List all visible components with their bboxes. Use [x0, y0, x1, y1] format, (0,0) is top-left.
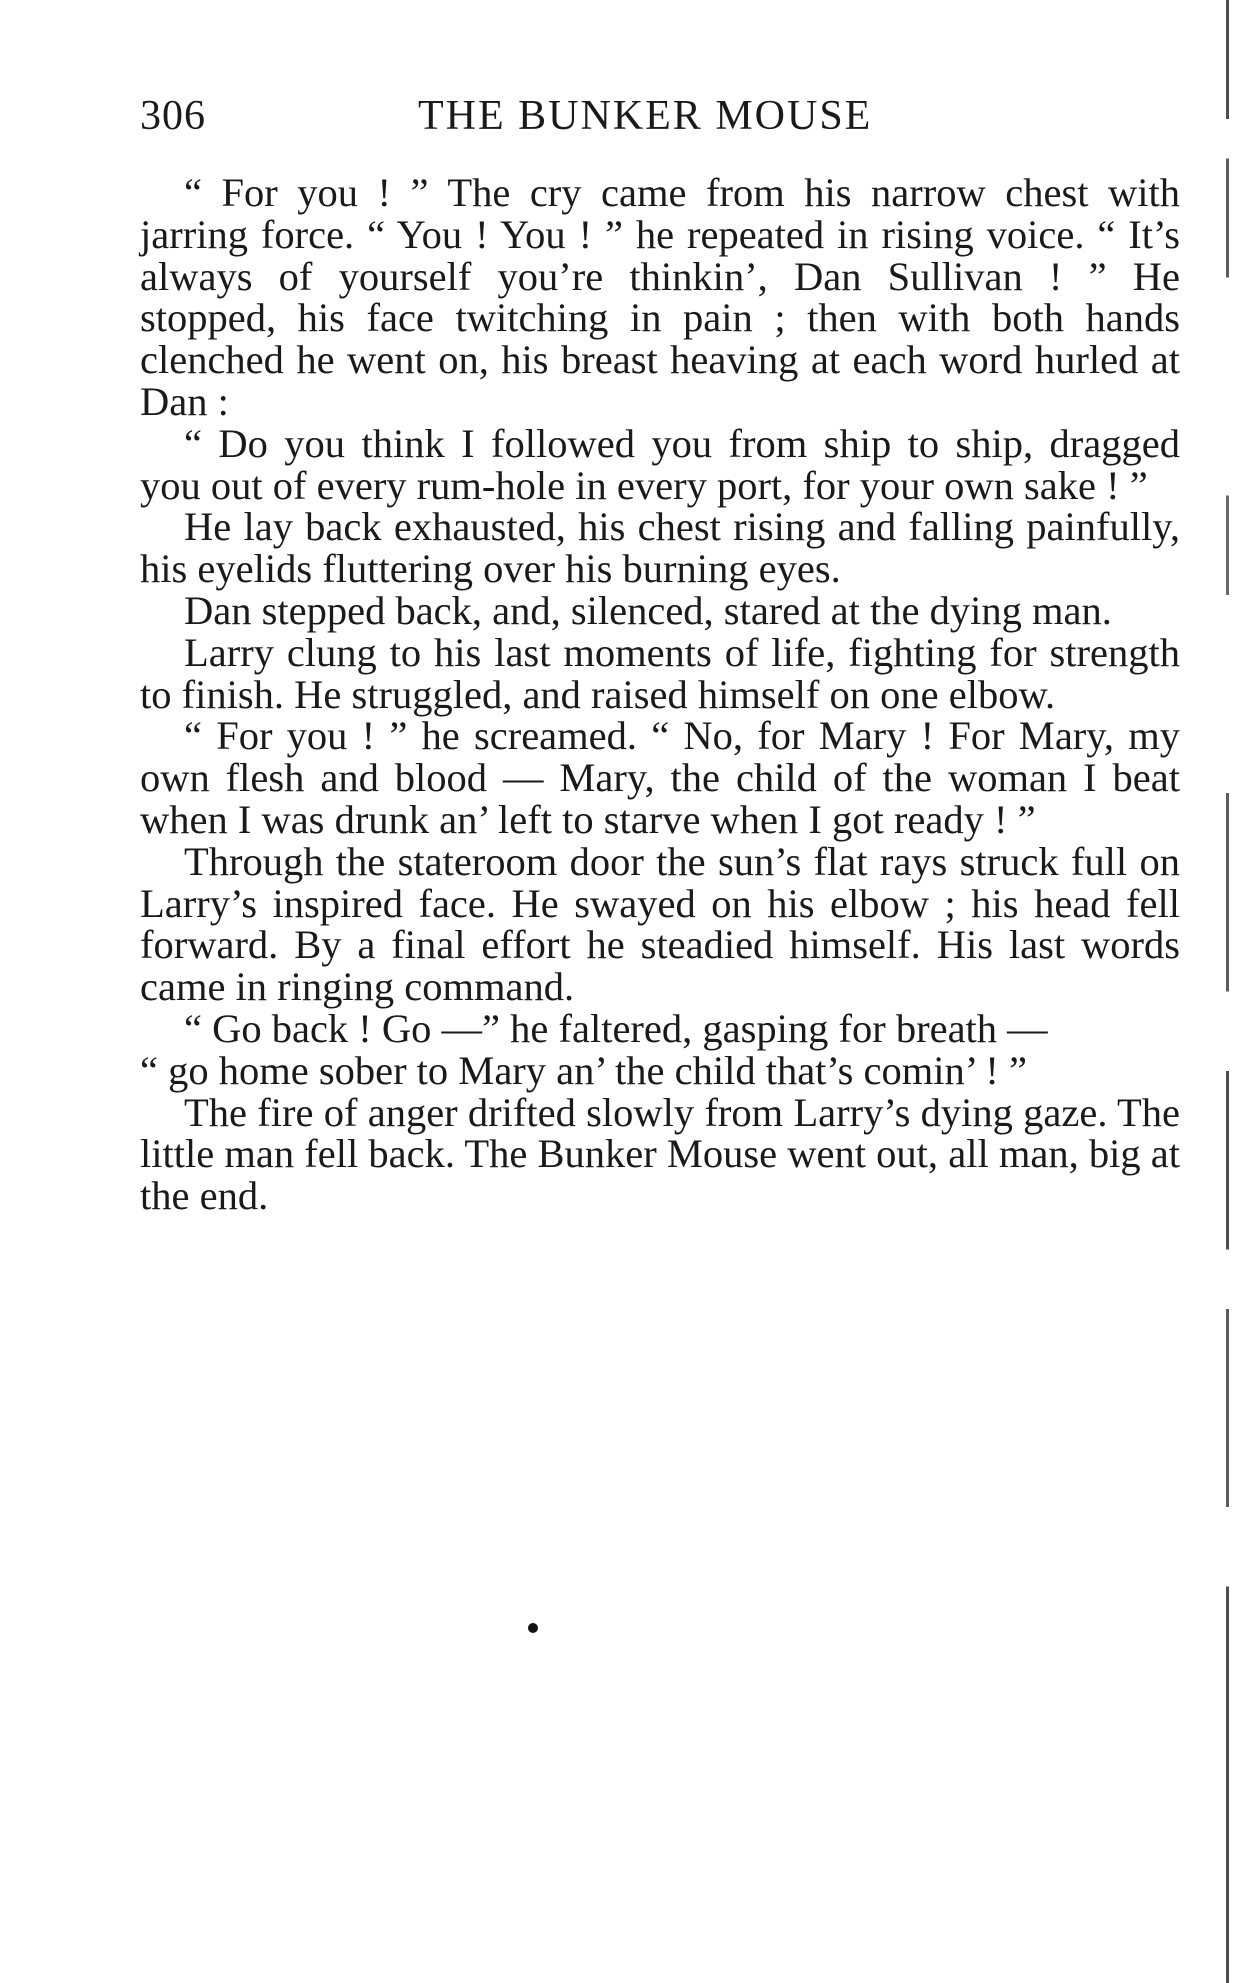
- paragraph-10: The fire of anger drifted slowly from Larry’s dying gaze. The little man fell back. The Bunker Mouse went out, all man, big at the end.: [140, 1089, 1180, 1219]
- running-head: [140, 92, 1180, 142]
- paragraph-2: “ Do you think I followed you from ship to ship, dragged you out of every rum-hole in every port, for your own sake ! ”: [140, 420, 1180, 508]
- paragraph-4: Dan stepped back, and, silenced, stared at the dying man.: [184, 587, 1112, 633]
- page-binding-edge: [1226, 0, 1229, 1983]
- paragraph-1: “ For you ! ” The cry came from his narrow chest with jarring force. “ You ! You ! ” he repeated in rising voice. “ It’s always of yourself you’re thinkin’, Dan Sullivan ! ” He stopped, his face twitching in pain ; then with both hands clenched he went on, his breast heaving at each word hurled at Dan :: [140, 170, 1180, 424]
- ink-speck: [528, 1623, 538, 1633]
- paragraph-5: Larry clung to his last moments of life, fighting for strength to finish. He struggled, and raised himself on one elbow.: [140, 629, 1180, 717]
- page-number: 306: [140, 93, 206, 139]
- paragraph-6: “ For you ! ” he screamed. “ No, for Mary ! For Mary, my own flesh and blood — Mary, the child of the woman I beat when I was drunk an’ left to starve when I got ready ! ”: [140, 713, 1180, 842]
- body-text: [140, 172, 1180, 1217]
- running-title: THE BUNKER MOUSE: [418, 93, 873, 139]
- paragraph-8: “ Go back ! Go —” he faltered, gasping for breath —: [184, 1005, 1048, 1051]
- paragraph-7: Through the stateroom door the sun’s flat rays struck full on Larry’s inspired face. He swayed on his elbow ; his head fell forward. By a final effort he steadied himself. His last words came in ringing command.: [140, 838, 1180, 1010]
- paragraph-3: He lay back exhausted, his chest rising and falling painfully, his eyelids fluttering over his burning eyes.: [140, 504, 1180, 592]
- paragraph-9: “ go home sober to Mary an’ the child that’s comin’ ! ”: [140, 1047, 1027, 1093]
